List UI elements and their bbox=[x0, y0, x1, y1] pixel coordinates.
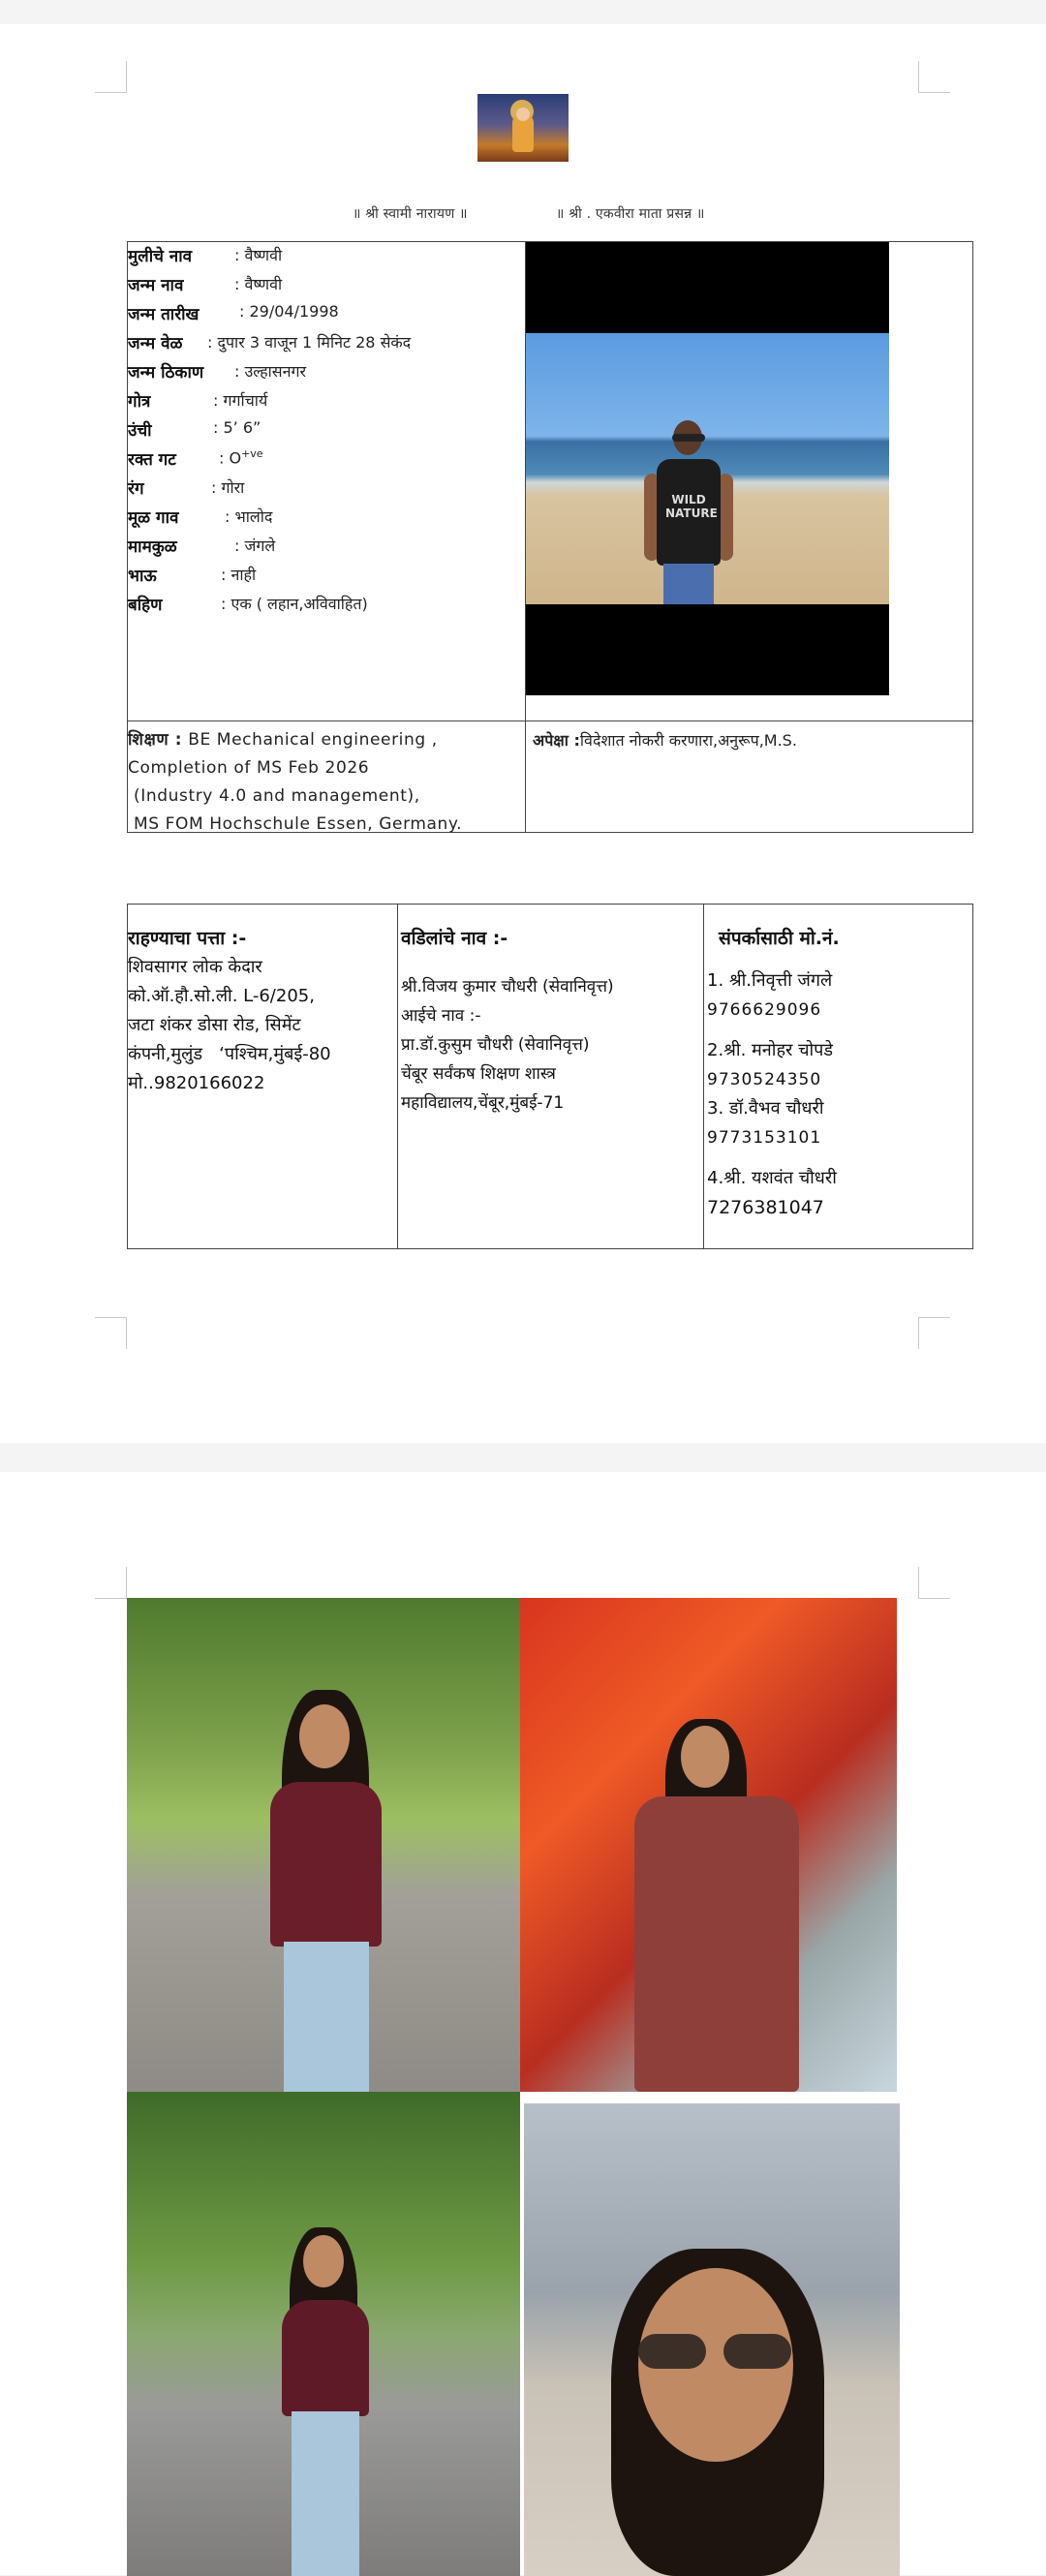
deity-image bbox=[477, 94, 569, 162]
education-line: Completion of MS Feb 2026 bbox=[128, 758, 370, 778]
profile-value: : 5’ 6” bbox=[213, 418, 262, 437]
contacts-heading: संपर्कासाठी मो.नं. bbox=[719, 928, 840, 949]
mother-workplace: चेंबूर सर्वंकष शिक्षण शास्त्र bbox=[401, 1064, 556, 1084]
top-shape bbox=[282, 2300, 369, 2416]
contacts-cell bbox=[707, 924, 970, 1222]
expectation-label: अपेक्षा : bbox=[533, 731, 580, 750]
profile-label: उंची bbox=[128, 421, 152, 441]
expectation-value: विदेशात नोकरी करणारा,अनुरूप,M.S. bbox=[579, 731, 797, 750]
mother-heading: आईचे नाव :- bbox=[401, 1006, 481, 1026]
profile-value: : वैष्णवी bbox=[234, 275, 283, 293]
parents-cell bbox=[401, 924, 701, 1118]
profile-label: बहिण bbox=[128, 596, 163, 615]
contact-name: 1. श्री.निवृत्ती जंगले bbox=[707, 970, 833, 991]
education-line: BE Mechanical engineering , bbox=[188, 730, 438, 750]
deity-face-shape bbox=[516, 107, 530, 121]
profile-label: रंग bbox=[128, 479, 144, 499]
kurta-shape bbox=[634, 1796, 799, 2092]
blood-group-value: : O bbox=[219, 448, 242, 468]
profile-value bbox=[219, 447, 263, 467]
profile-photo bbox=[526, 333, 889, 604]
document-page-1 bbox=[0, 24, 1046, 1443]
father-name: श्री.विजय कुमार चौधरी (सेवानिवृत्त) bbox=[401, 977, 614, 997]
address-line: कंपनी,मुलुंड ‘पश्चिम,मुंबई-80 bbox=[128, 1044, 331, 1064]
address-phone: मो..9820166022 bbox=[128, 1073, 265, 1093]
address-line: जटा शंकर डोसा रोड, सिमेंट bbox=[128, 1015, 301, 1035]
gallery-photo bbox=[127, 1598, 520, 2092]
profile-label: रक्त गट bbox=[128, 450, 176, 470]
profile-label: गोत्र bbox=[128, 392, 151, 412]
profile-label: मूळ गाव bbox=[128, 508, 179, 528]
page-corner-mark bbox=[918, 61, 950, 93]
education-line: MS FOM Hochschule Essen, Germany. bbox=[128, 814, 463, 834]
page-corner-mark bbox=[95, 1567, 127, 1599]
profile-value: : भालोद bbox=[225, 507, 273, 526]
profile-value: : एक ( लहान,अविवाहित) bbox=[221, 595, 368, 613]
contact-name: 4.श्री. यशवंत चौधरी bbox=[707, 1168, 837, 1188]
profile-value: : दुपार 3 वाजून 1 मिनिट 28 सेकंद bbox=[207, 333, 412, 352]
jeans-shape bbox=[663, 564, 714, 604]
address-cell bbox=[128, 924, 393, 1098]
father-heading: वडिलांचे नाव :- bbox=[401, 928, 508, 949]
sunglasses-shape bbox=[723, 2334, 791, 2369]
profile-value: : जंगले bbox=[234, 537, 276, 555]
page-corner-mark bbox=[95, 61, 127, 93]
contact-number: 9730524350 bbox=[707, 1070, 822, 1089]
contact-number: 7276381047 bbox=[707, 1197, 824, 1218]
gallery-photo bbox=[524, 2103, 900, 2576]
jeans-shape bbox=[284, 1942, 369, 2092]
profile-value: : 29/04/1998 bbox=[239, 302, 339, 321]
document-page-2 bbox=[0, 1472, 1046, 2575]
education-block bbox=[128, 726, 520, 839]
profile-photo-frame bbox=[526, 242, 889, 695]
profile-value: : उल्हासनगर bbox=[234, 362, 307, 381]
profile-table bbox=[127, 241, 973, 833]
blood-group-rh: +ve bbox=[241, 447, 263, 460]
blessing-line bbox=[0, 204, 1046, 228]
sunglasses-shape bbox=[638, 2334, 706, 2369]
gallery-photo bbox=[520, 1598, 897, 2092]
education-line: (Industry 4.0 and management), bbox=[128, 786, 420, 806]
page-corner-mark bbox=[918, 1317, 950, 1349]
contact-number: 9773153101 bbox=[707, 1128, 822, 1148]
face-shape bbox=[681, 1726, 729, 1788]
contact-table bbox=[127, 904, 973, 1249]
page-corner-mark bbox=[95, 1317, 127, 1349]
table-divider bbox=[703, 905, 704, 1248]
top-shape bbox=[270, 1782, 382, 1947]
education-label: शिक्षण : bbox=[128, 730, 183, 750]
mother-workplace: महाविद्यालय,चेंबूर,मुंबई-71 bbox=[401, 1093, 565, 1113]
profile-value: : गोरा bbox=[211, 478, 245, 497]
profile-value: : गर्गाचार्य bbox=[213, 391, 268, 410]
profile-label: जन्म वेळ bbox=[128, 334, 183, 353]
profile-label: भाऊ bbox=[128, 567, 157, 586]
contact-name: 2.श्री. मनोहर चोपडे bbox=[707, 1040, 834, 1060]
jeans-shape bbox=[292, 2411, 359, 2576]
address-line: को.ऑ.हौ.सो.ली. L-6/205, bbox=[128, 986, 315, 1006]
table-divider bbox=[397, 905, 398, 1248]
profile-label: जन्म ठिकाण bbox=[128, 363, 204, 383]
expectation-block bbox=[533, 726, 797, 754]
contact-number: 9766629096 bbox=[707, 1000, 822, 1020]
profile-value: : नाही bbox=[221, 566, 257, 584]
page-corner-mark bbox=[918, 1567, 950, 1599]
contact-name: 3. डॉ.वैभव चौधरी bbox=[707, 1098, 824, 1119]
profile-value: : वैष्णवी bbox=[234, 246, 283, 264]
profile-label: मामकुळ bbox=[128, 537, 177, 557]
blessing-left: ॥ श्री स्वामी नारायण ॥ bbox=[353, 206, 468, 222]
mother-name: प्रा.डॉ.कुसुम चौधरी (सेवानिवृत्त) bbox=[401, 1035, 590, 1055]
profile-label: मुलीचे नाव bbox=[128, 247, 193, 266]
blessing-right: ॥ श्री . एकवीरा माता प्रसन्न ॥ bbox=[556, 206, 705, 222]
profile-label: जन्म तारीख bbox=[128, 305, 200, 324]
tshirt-print: WILD NATURE bbox=[665, 493, 718, 520]
address-line: शिवसागर लोक केदार bbox=[128, 957, 262, 977]
face-shape bbox=[299, 1704, 350, 1768]
profile-label: जन्म नाव bbox=[128, 276, 184, 295]
address-heading: राहण्याचा पत्ता :- bbox=[128, 928, 247, 949]
sunglasses-shape bbox=[672, 434, 705, 442]
gallery-photo bbox=[127, 2092, 520, 2576]
face-shape bbox=[303, 2235, 344, 2287]
